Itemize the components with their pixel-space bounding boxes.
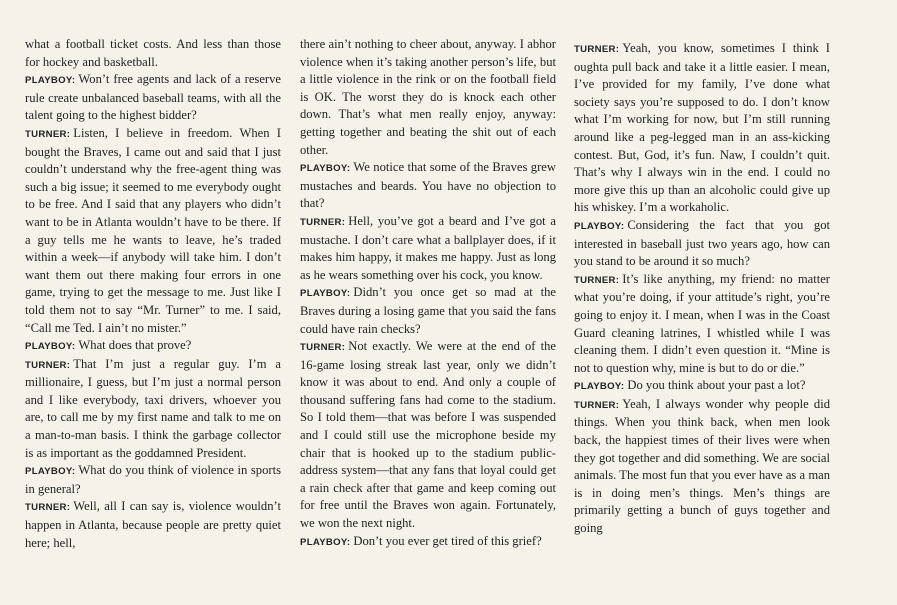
paragraph	[25, 462, 281, 498]
paragraph	[300, 338, 556, 533]
paragraph-text: Hell, you’ve got a beard and I’ve got a mustache. I don’t care what a ballplayer does, if it makes him happy, it makes me happy. Just as long as he wears something over his cock, you know.	[300, 213, 556, 282]
speaker-label: TURNER:	[574, 274, 620, 286]
text-column-3	[574, 40, 830, 538]
paragraph	[574, 396, 830, 538]
speaker-label: TURNER:	[574, 44, 620, 55]
paragraph	[300, 159, 556, 213]
speaker-label: PLAYBOY:	[300, 288, 351, 300]
speaker-label: PLAYBOY:	[25, 75, 76, 87]
paragraph-text: That I’m just a regular guy. I’m a millionaire, I guess, but I’m just a normal person and I like everybody, taxi drivers, whoever you are, to call me by my first name and talk to me on a man-to-man basis. I think the garbage collector is as important as the goddamned President.	[25, 356, 281, 460]
paragraph	[25, 356, 281, 463]
speaker-label: TURNER:	[25, 359, 71, 371]
speaker-label: TURNER:	[300, 216, 346, 228]
paragraph	[25, 36, 281, 71]
paragraph-text: Yeah, I always wonder why people did things. When you think back, when men look back, the happiest times of their lives were when they got together and did something. We are social animals. The most fun that you ever have as a man is in doing men’s things. Men’s things are primarily getting a bunch of guys together and going	[574, 396, 830, 536]
paragraph-text: Don’t you ever get tired of this grief?	[353, 533, 542, 548]
paragraph	[25, 125, 281, 337]
text-column-2	[300, 36, 556, 551]
paragraph-text: what a football ticket costs. And less than those for hockey and basketball.	[25, 37, 281, 69]
speaker-label: TURNER:	[300, 342, 346, 354]
paragraph	[300, 284, 556, 338]
paragraph-text: Well, all I can say is, violence wouldn’t happen in Atlanta, because people are pretty quiet here; hell,	[25, 499, 281, 550]
paragraph	[25, 71, 281, 125]
paragraph	[574, 40, 830, 217]
paragraph	[300, 213, 556, 284]
paragraph	[25, 498, 281, 552]
speaker-label: PLAYBOY:	[574, 381, 625, 393]
paragraph-text: We notice that some of the Braves grew mustaches and beards. You have no objection to that?	[300, 160, 556, 211]
paragraph-text: there ain’t nothing to cheer about, anyway. I abhor violence when it’s taking another person’s life, but a little violence in the rink or on the football field is OK. The worst they do is knock each other down. That’s what men really enjoy, anyway: getting together and beating the shit out of each other.	[300, 37, 556, 157]
speaker-label: PLAYBOY:	[300, 163, 351, 175]
speaker-label: TURNER:	[574, 399, 620, 411]
paragraph	[574, 377, 830, 396]
paragraph-text: What do you think of violence in sports in general?	[25, 463, 281, 496]
paragraph	[300, 533, 556, 552]
paragraph-text: What does that prove?	[78, 338, 192, 353]
paragraph-text: Do you think about your past a lot?	[627, 378, 806, 393]
paragraph-text: Considering the fact that you got interested in baseball just two years ago, how can you stand to be around it so much?	[574, 217, 830, 269]
paragraph	[300, 36, 556, 159]
speaker-label: PLAYBOY:	[574, 220, 625, 232]
paragraph-text: Not exactly. We were at the end of the 16-game losing streak last year, only we didn’t know it was about to end. And only a couple of thousand suffering fans had come to the stadium. So I told them—that was before I was suspended and I could still use the microphone beside my chair that is hooked up to the stadium public-address system—that any fans that loyal could get a rain check after that game and keep coming out for free until the Braves won again. Fortunately, we won the next night.	[300, 339, 556, 531]
paragraph	[574, 271, 830, 378]
speaker-label: PLAYBOY:	[25, 341, 76, 353]
text-column-1	[25, 36, 281, 552]
speaker-label: TURNER:	[25, 128, 71, 140]
paragraph-text: It’s like anything, my friend: no matter what you’re doing, if your attitude’s right, you’re going to enjoy it. I mean, when I was in the Coast Guard cleaning latrines, I whistled while I was cleaning them. I didn’t even question it. “Mine is not to question why, mine is but to do or die.”	[574, 271, 830, 375]
paragraph-text: Won’t free agents and lack of a reserve rule create unbalanced baseball teams, with all the talent going to the highest bidder?	[25, 72, 281, 123]
paragraph-text: Yeah, you know, sometimes I think I oughta pull back and take it a little easier. I mean, I’ve provided for my family, I’ve done what society says you’re supposed to do. I don’t know what I’m working for now, but I’m still running around like a peg-legged man in an ass-kicking contest. But, God, it’s fun. Naw, I couldn’t quit. That’s why I always win in the end. I could no more give this up than an alcoholic could give up his whiskey. I’m a workaholic.	[574, 41, 830, 215]
speaker-label: PLAYBOY:	[25, 466, 76, 478]
paragraph	[25, 337, 281, 356]
paragraph-text: Listen, I believe in freedom. When I bought the Braves, I came out and said that I just couldn’t understand why the free-agent thing was such a big issue; it seemed to me everybody ought to be free. And I said that any players who didn’t want to be in Atlanta wouldn’t have to be there. If a guy tells me he wants to leave, he’s traded within a week—if anybody will take him. I don’t want them out there making four errors in one game, trying to get the message to me. Just like I told them not to say “Mr. Turner” to me. I said, “Call me Ted. I ain’t no mister.”	[25, 125, 281, 335]
paragraph-text: Didn’t you once get so mad at the Braves during a losing game that you said the fans could have rain checks?	[300, 285, 556, 336]
speaker-label: TURNER:	[25, 502, 71, 514]
paragraph	[574, 217, 830, 271]
speaker-label: PLAYBOY:	[300, 536, 351, 548]
